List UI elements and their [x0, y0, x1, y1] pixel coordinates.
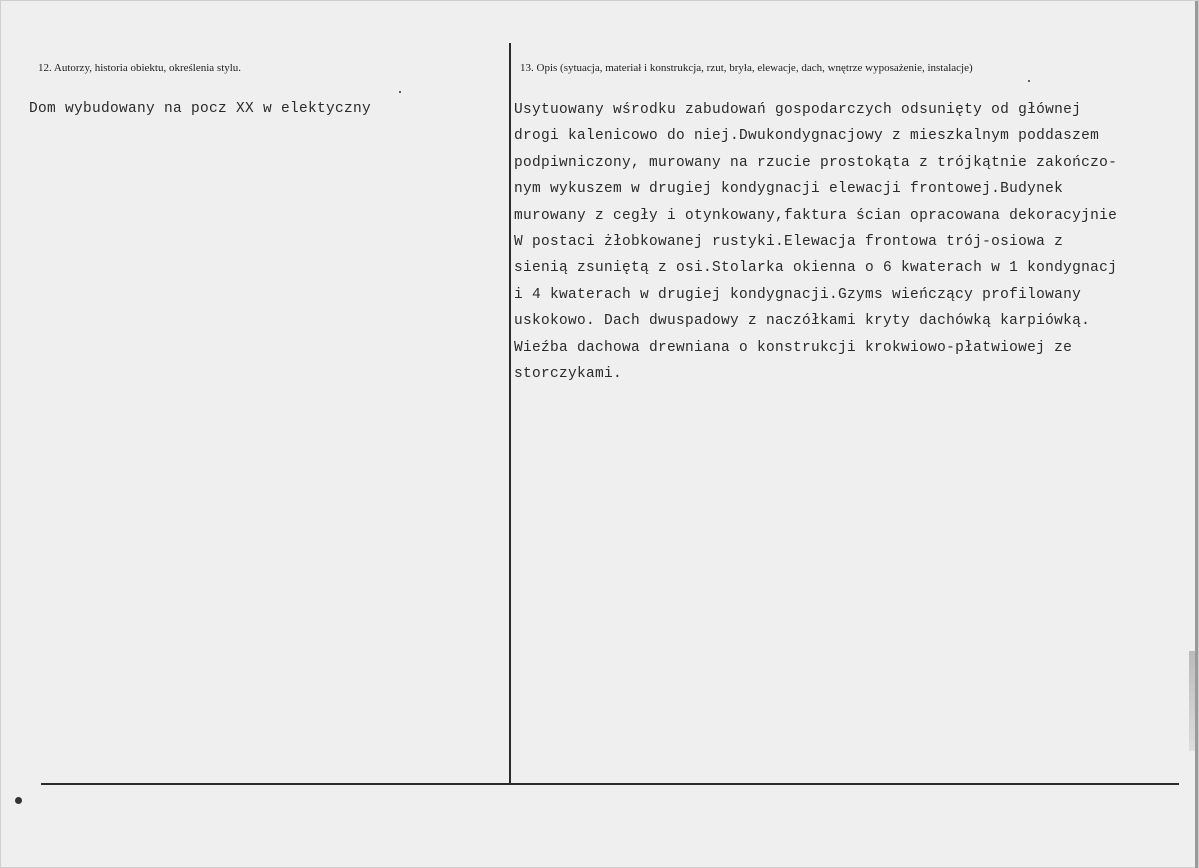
paper-edge-mark [1189, 651, 1195, 751]
speck-mark [399, 91, 401, 93]
speck-mark [1028, 80, 1030, 82]
description-line: sienią zsuniętą z osi.Stolarka okienna o 6 kwaterach w 1 kondygnacj [514, 260, 1118, 277]
section-13-text [514, 97, 1198, 387]
description-line: murowany z cegły i otynkowany,faktura ścian opracowana dekoracyjnie [514, 207, 1118, 224]
description-line: W postaci żłobkowanej rustyki.Elewacja frontowa trój-osiowa z [514, 234, 1064, 251]
description-line: Wieźba dachowa drewniana o konstrukcji krokwiowo-płatwiowej ze [514, 339, 1073, 356]
section-13-heading: 13. Opis (sytuacja, materiał i konstrukcja, rzut, bryła, elewacje, dach, wnętrze wyposażenie, instalacje) [520, 62, 973, 74]
section-12-text: Dom wybudowany na pocz XX w elektyczny [29, 101, 372, 117]
description-line: drogi kalenicowo do niej.Dwukondygnacjowy z mieszkalnym poddaszem [514, 128, 1100, 145]
column-divider [509, 43, 511, 785]
description-line: uskokowo. Dach dwuspadowy z naczółkami kryty dachówką karpiówką. [514, 313, 1091, 330]
punch-mark-dot [15, 797, 22, 804]
bottom-rule [41, 783, 1179, 785]
description-line: nym wykuszem w drugiej kondygnacji elewacji frontowej.Budynek [514, 181, 1064, 198]
description-line: podpiwniczony, murowany na rzucie prostokąta z trójkątnie zakończo- [514, 154, 1118, 171]
description-line: storczykami. [514, 366, 623, 383]
description-line: Usytuowany wśrodku zabudowań gospodarczych odsunięty od głównej [514, 102, 1082, 118]
description-line: i 4 kwaterach w drugiej kondygnacji.Gzyms wieńczący profilowany [514, 286, 1082, 303]
section-12-heading: 12. Autorzy, historia obiektu, określenia stylu. [38, 62, 242, 74]
